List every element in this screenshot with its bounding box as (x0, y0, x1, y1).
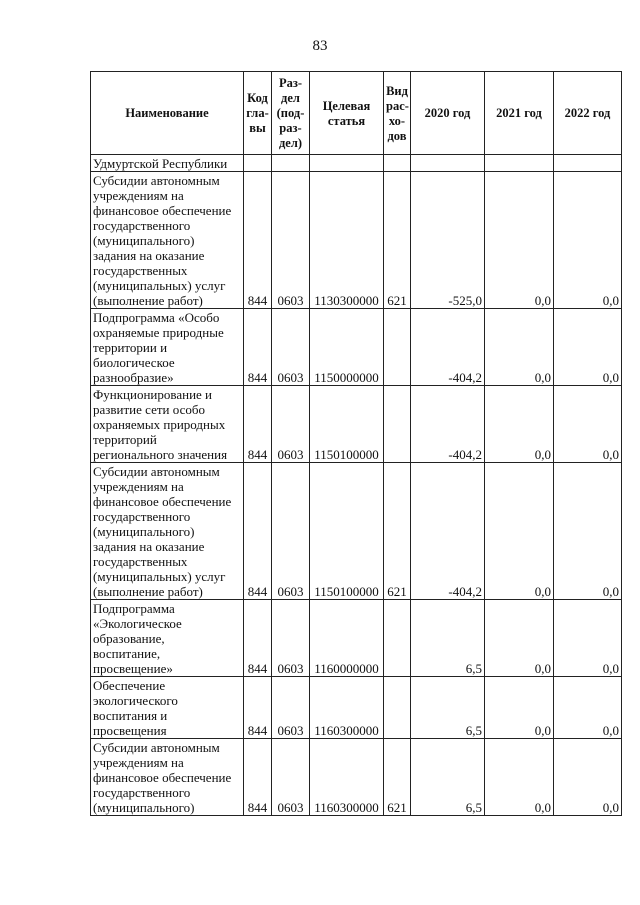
table-row (91, 677, 622, 739)
cell-section (272, 155, 310, 172)
header-name: Наименование (91, 72, 244, 155)
cell-kind: 621 (384, 172, 411, 309)
cell-target: 1160000000 (310, 600, 384, 677)
cell-target: 1150100000 (310, 386, 384, 463)
cell-y2021: 0,0 (485, 309, 554, 386)
cell-section: 0603 (272, 739, 310, 816)
header-2022: 2022 год (554, 72, 622, 155)
cell-section: 0603 (272, 600, 310, 677)
table-row (91, 386, 622, 463)
cell-y2021: 0,0 (485, 739, 554, 816)
cell-y2021: 0,0 (485, 677, 554, 739)
header-2021: 2021 год (485, 72, 554, 155)
cell-y2020: -525,0 (411, 172, 485, 309)
cell-target: 1150000000 (310, 309, 384, 386)
cell-name: Функционирование и развитие сети особо охраняемых природных территорий регионального значения (91, 386, 244, 463)
cell-section: 0603 (272, 463, 310, 600)
cell-y2022: 0,0 (554, 386, 622, 463)
cell-y2021 (485, 155, 554, 172)
header-kind: Вид рас- хо- дов (384, 72, 411, 155)
cell-name: Субсидии автономным учреждениям на финансовое обеспечение государственного (муниципального) задания на оказание государственных (муниципальных) услуг (выполнение работ) (91, 463, 244, 600)
cell-kind (384, 600, 411, 677)
cell-y2022: 0,0 (554, 309, 622, 386)
cell-y2021: 0,0 (485, 172, 554, 309)
budget-table (90, 71, 622, 816)
cell-kind (384, 155, 411, 172)
cell-target: 1130300000 (310, 172, 384, 309)
cell-target (310, 155, 384, 172)
cell-kind: 621 (384, 739, 411, 816)
cell-glava: 844 (244, 463, 272, 600)
cell-section: 0603 (272, 172, 310, 309)
table-row (91, 600, 622, 677)
table-header-row (91, 72, 622, 155)
cell-target: 1160300000 (310, 739, 384, 816)
cell-y2021: 0,0 (485, 600, 554, 677)
cell-y2022: 0,0 (554, 600, 622, 677)
cell-y2020: -404,2 (411, 309, 485, 386)
cell-y2020: -404,2 (411, 463, 485, 600)
cell-glava: 844 (244, 677, 272, 739)
cell-glava: 844 (244, 309, 272, 386)
cell-name: Подпрограмма «Экологическое образование, воспитание, просвещение» (91, 600, 244, 677)
table-body (91, 155, 622, 816)
cell-glava: 844 (244, 739, 272, 816)
cell-kind (384, 677, 411, 739)
cell-y2020 (411, 155, 485, 172)
cell-glava (244, 155, 272, 172)
cell-name: Субсидии автономным учреждениям на финансовое обеспечение государственного (муниципального) задания на оказание государственных (муниципальных) услуг (выполнение работ) (91, 172, 244, 309)
cell-kind: 621 (384, 463, 411, 600)
header-target: Целевая статья (310, 72, 384, 155)
cell-target: 1160300000 (310, 677, 384, 739)
cell-target: 1150100000 (310, 463, 384, 600)
cell-section: 0603 (272, 386, 310, 463)
cell-name: Удмуртской Республики (91, 155, 244, 172)
cell-name: Подпрограмма «Особо охраняемые природные территории и биологическое разнообразие» (91, 309, 244, 386)
cell-y2022: 0,0 (554, 739, 622, 816)
cell-y2020: 6,5 (411, 677, 485, 739)
table-row (91, 172, 622, 309)
cell-kind (384, 309, 411, 386)
cell-y2020: -404,2 (411, 386, 485, 463)
cell-section: 0603 (272, 309, 310, 386)
cell-kind (384, 386, 411, 463)
cell-y2022: 0,0 (554, 677, 622, 739)
cell-glava: 844 (244, 600, 272, 677)
cell-y2022: 0,0 (554, 172, 622, 309)
cell-y2020: 6,5 (411, 739, 485, 816)
cell-name: Субсидии автономным учреждениям на финансовое обеспечение государственного (муниципального) (91, 739, 244, 816)
cell-glava: 844 (244, 172, 272, 309)
cell-section: 0603 (272, 677, 310, 739)
table-row (91, 309, 622, 386)
header-glava: Код гла- вы (244, 72, 272, 155)
header-2020: 2020 год (411, 72, 485, 155)
table-row (91, 155, 622, 172)
cell-y2020: 6,5 (411, 600, 485, 677)
page-number: 83 (312, 38, 328, 54)
cell-name: Обеспечение экологического воспитания и просвещения (91, 677, 244, 739)
cell-y2021: 0,0 (485, 386, 554, 463)
table-row (91, 463, 622, 600)
cell-y2022: 0,0 (554, 463, 622, 600)
cell-y2022 (554, 155, 622, 172)
cell-glava: 844 (244, 386, 272, 463)
cell-y2021: 0,0 (485, 463, 554, 600)
header-section: Раз- дел (под- раз- дел) (272, 72, 310, 155)
table-row (91, 739, 622, 816)
